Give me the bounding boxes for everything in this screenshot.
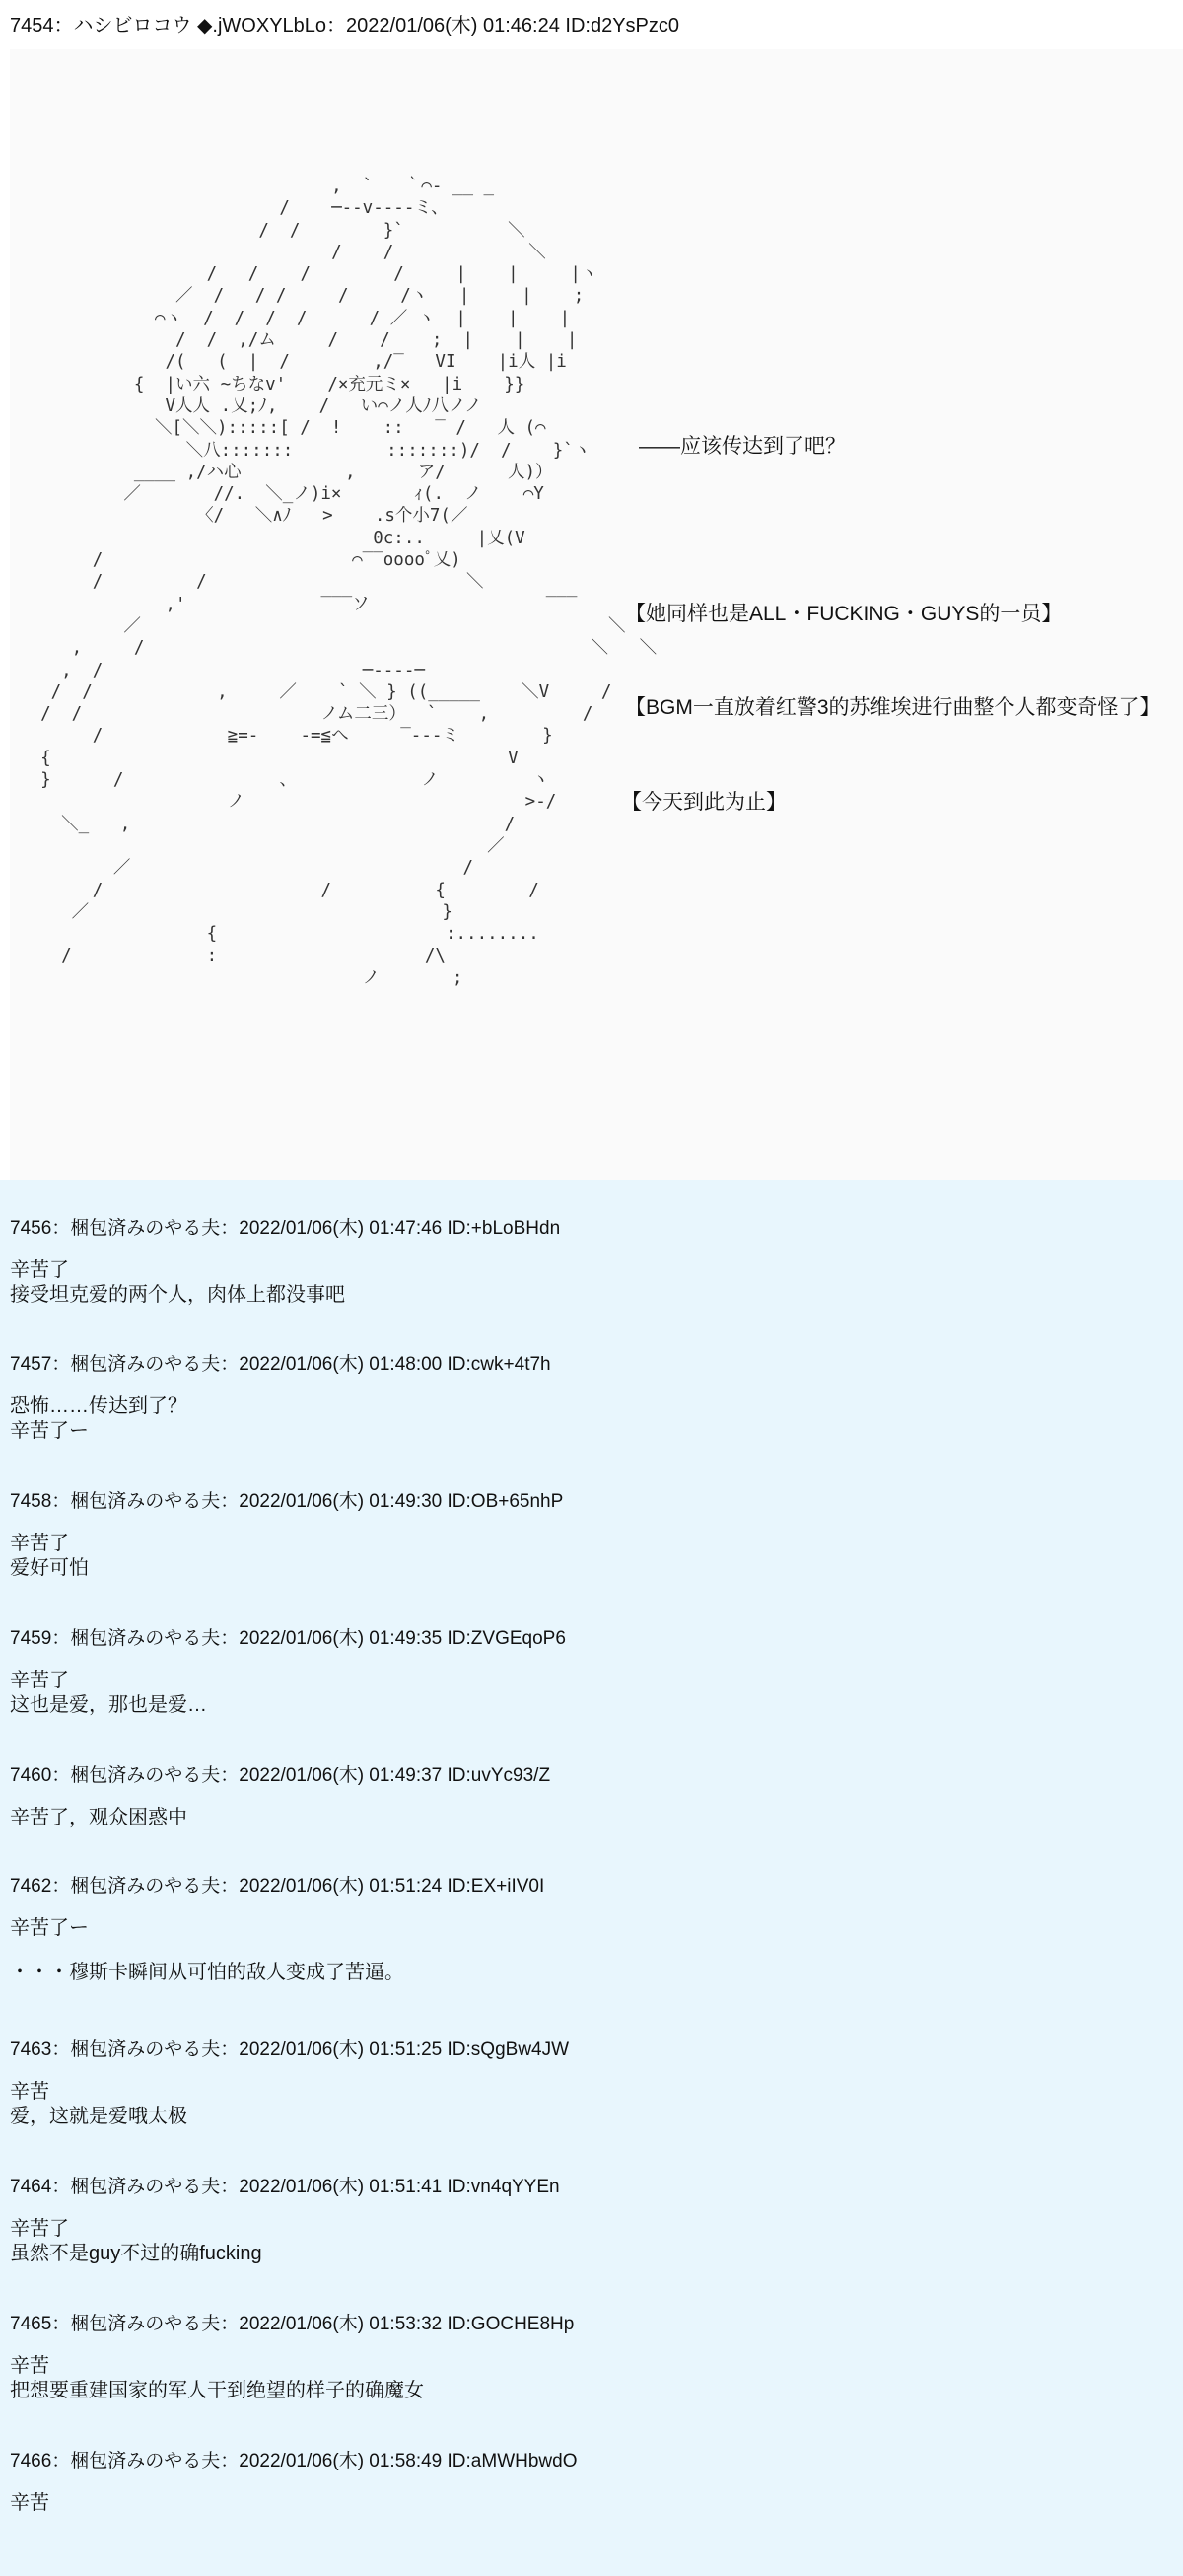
post-line: 辛苦了: [10, 1259, 69, 1281]
op-line-4: 【今天到此为止】: [621, 791, 787, 814]
ascii-art-figure: , ` ｀⌒‐ __ _ / ─‐-v‐‐‐‐ミ、 / / }` ＼ / / ＼ / / / / | | |ヽ ／ / / / / /ヽ | | ; ⌒ヽ / / / / / ／ ヽ | | | / / ,/ム / / ; | | | /( ( | / ,/‾ VI |i人 |i { |い六 ~ちなv' /×充元ミ× |i }} V人人 .乂;ﾉ, / い⌒ノ人ﾉ八ノノ ＼[＼＼):::::[ / ! :: ‾ / 人 (⌒ ＼八::::::: :::::::)/ / }`ヽ ____ ,/ハ心 , ア/ 人)） ／ //. ＼_ノ)i× ｨ(. ノ ⌒Y 〈/ ＼∧ﾉ > .s个小7(／ 0c:.. |乂(V / ⌒‾‾ooooﾟ乂) / / ＼ ,' ‾‾‾ソ ‾‾‾ ／ ＼ , / ＼ ＼ , / ─‐‐‐‐─ / / , ／ ` ＼ } ((_____ ＼V / / / ノム二三） ` , / / ≧=- -=≦へ ‾‐‐‐ミ } { V } / 、 ノ ヽ ノ >-/ ＼_ , / ／ ／ / / / { / ／ } { :........ / : /\ ノ ;: [40, 177, 658, 988]
post-line: 恐怖……传达到了？: [10, 1395, 187, 1417]
post-body: [10, 2354, 574, 2403]
post-header: 7464：梱包済みのやる夫：2022/01/06(木) 01:51:41 ID:vn4qYYEn: [10, 2177, 560, 2197]
reply-post: [10, 1627, 566, 1718]
reply-post: [10, 2176, 560, 2266]
op-post: [0, 0, 1183, 1180]
post-line: 辛苦了: [10, 1533, 69, 1554]
post-line: 把想要重建国家的军人干到绝望的样子的确魔女: [10, 2380, 424, 2401]
post-header: 7459：梱包済みのやる夫：2022/01/06(木) 01:49:35 ID:ZVGEqoP6: [10, 1628, 566, 1649]
post-body: [10, 1395, 551, 1444]
post-line: 辛苦了ー: [10, 1420, 89, 1442]
op-line-1: ——应该传达到了吧？: [639, 435, 846, 458]
post-header: 7456：梱包済みのやる夫：2022/01/06(木) 01:47:46 ID:+bLoBHdn: [10, 1218, 561, 1239]
reply-post: [10, 2313, 574, 2403]
post-header: 7463：梱包済みのやる夫：2022/01/06(木) 01:51:25 ID:sQgBw4JW: [10, 2039, 570, 2060]
post-body: [10, 1806, 550, 1830]
post-body: [10, 1532, 563, 1581]
reply-post: [10, 2450, 578, 2516]
post-line: 辛苦了: [10, 2218, 69, 2240]
post-header: 7460：梱包済みのやる夫：2022/01/06(木) 01:49:37 ID:uvYc93/Z: [10, 1765, 551, 1786]
post-header: 7462：梱包済みのやる夫：2022/01/06(木) 01:51:24 ID:EX+iIV0I: [10, 1876, 545, 1896]
reply-post: [10, 1875, 544, 1985]
post-header: 7458：梱包済みのやる夫：2022/01/06(木) 01:49:30 ID:OB+65nhP: [10, 1491, 564, 1512]
post-body: [10, 1258, 560, 1308]
post-line-blank: [10, 1941, 544, 1961]
reply-post: [10, 1353, 551, 1444]
op-post-header: 7454：ハシビロコウ ◆.jWOXYLbLo：2022/01/06(木) 01:46:24 ID:d2YsPzc0: [10, 15, 680, 36]
post-line: 接受坦克爱的两个人，肉体上都没事吧: [10, 1284, 345, 1306]
post-header: 7466：梱包済みのやる夫：2022/01/06(木) 01:58:49 ID:aMWHbwdO: [10, 2451, 578, 2471]
post-line: 爱，这就是爱哦太极: [10, 2106, 187, 2127]
post-body: [10, 1669, 566, 1718]
post-line: 辛苦: [10, 2355, 49, 2377]
post-body: [10, 2217, 560, 2266]
reply-post: [10, 1764, 550, 1830]
post-line: 辛苦了ー: [10, 1917, 89, 1939]
post-line: ・・・穆斯卡瞬间从可怕的敌人变成了苦逼。: [10, 1962, 404, 1983]
reply-list: [0, 1180, 1183, 2576]
post-body: [10, 1916, 544, 1985]
op-line-3: 【BGM一直放着红警3的苏维埃进行曲整个人都变奇怪了】: [625, 696, 1160, 719]
post-line: 辛苦了，观众困惑中: [10, 1807, 187, 1828]
post-body: [10, 2080, 569, 2129]
post-line: 辛苦: [10, 2081, 49, 2103]
reply-post: [10, 1490, 563, 1581]
post-line: 辛苦了: [10, 1670, 69, 1691]
post-header: 7457：梱包済みのやる夫：2022/01/06(木) 01:48:00 ID:cwk+4t7h: [10, 1354, 551, 1375]
post-body: [10, 2491, 578, 2516]
post-line: 这也是爱，那也是爱…: [10, 1694, 207, 1716]
post-line: 爱好可怕: [10, 1557, 89, 1579]
post-header: 7465：梱包済みのやる夫：2022/01/06(木) 01:53:32 ID:GOCHE8Hp: [10, 2314, 575, 2334]
reply-post: [10, 1217, 560, 1308]
post-line: 虽然不是guy不过的确fucking: [10, 2243, 262, 2264]
op-line-2: 【她同样也是ALL・FUCKING・GUYS的一员】: [625, 603, 1063, 625]
post-line: 辛苦: [10, 2492, 49, 2514]
reply-post: [10, 2039, 569, 2129]
